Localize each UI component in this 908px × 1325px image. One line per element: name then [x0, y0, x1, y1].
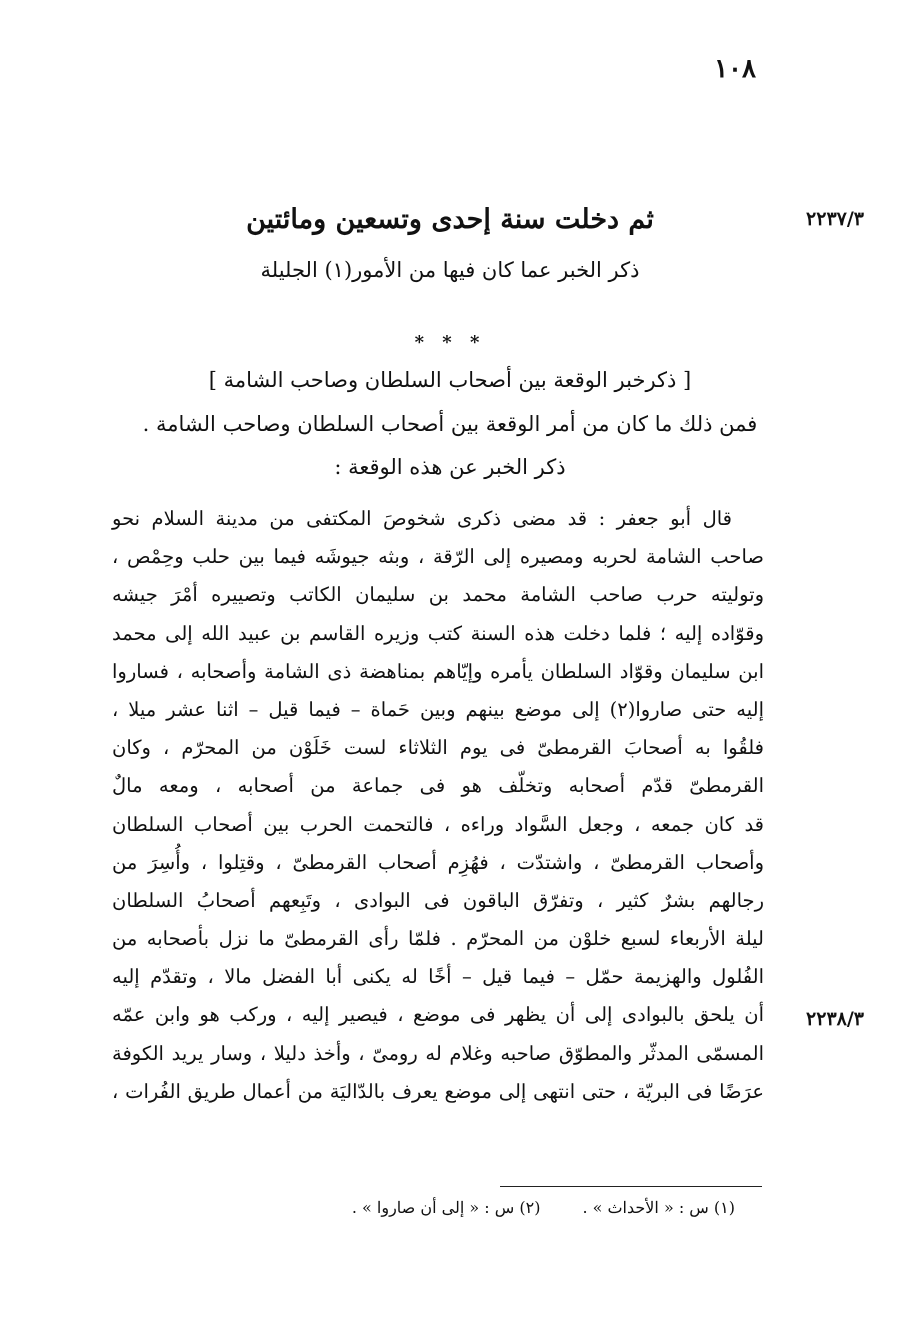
body-line: وقوّاده إليه ؛ فلما دخلت هذه السنة كتب وزيره القاسم بن عبيد الله إلى محمد [112, 621, 764, 645]
body-line: ابن سليمان وقوّاد السلطان يأمره وإيّاهم بمناهضة ذى الشامة وأصحابه ، فساروا [112, 659, 764, 683]
margin-reference: ٢٢٣٧/٣ [806, 208, 864, 230]
chapter-subtitle: ذكر الخبر عما كان فيها من الأمور(١) الجليلة [260, 258, 640, 282]
body-line: ليلة الأربعاء لسبع خلوْن من المحرّم . فلمّا رأى القرمطىّ ما نزل بأصحابه من [112, 927, 764, 951]
section-heading: [ ذكرخبر الوقعة بين أصحاب السلطان وصاحب الشامة ] [208, 368, 692, 392]
body-text [112, 500, 764, 1111]
page-number: ١٠٨ [714, 54, 756, 84]
body-line: القرمطىّ قدّم أصحابه وتخلّف هو فى جماعة من أصحابه ، ومعه مالٌ [112, 774, 764, 798]
footnotes [260, 1198, 735, 1217]
body-line: قد كان جمعه ، وجعل السَّواد وراءه ، فالتحمت الحرب بين أصحاب السلطان [112, 812, 764, 836]
footnote-1: (١) س : « الأحداث » . [582, 1198, 735, 1217]
margin-reference: ٢٢٣٨/٣ [806, 1008, 864, 1030]
body-line: صاحب الشامة لحربه ومصيره إلى الرّقة ، وبثه جيوشَه فيما بين حلب وحِمْص ، [112, 545, 764, 569]
body-line: إليه حتى صاروا(٢) إلى موضع بينهم وبين حَماة – فيما قيل – اثنا عشر ميلا ، [112, 697, 764, 721]
body-line: وأصحاب القرمطىّ ، واشتدّت ، فهُزِم أصحاب القرمطىّ ، وقتِلوا ، وأُسِرَ من [112, 850, 764, 874]
body-line: الفُلول والهزيمة حمّل – فيما قيل – أخًا له يكنى أبا الفضل مالا ، وتقدّم إليه [112, 965, 764, 989]
body-line: عرَضًا فى البريّة ، حتى انتهى إلى موضع يعرف بالدّاليَة من أعمال طريق الفُرات ، [112, 1079, 764, 1103]
body-line: فلقُوا به أصحابَ القرمطىّ فى يوم الثلاثاء لست خَلَوْن من المحرّم ، وكان [112, 736, 764, 760]
section-intro: فمن ذلك ما كان من أمر الوقعة بين أصحاب السلطان وصاحب الشامة . [142, 412, 758, 436]
body-line: أن يلحق بالبوادى إلى أن يظهر فى موضع ، فيصير إليه ، وركب هو وابن عمّه [112, 1003, 764, 1027]
footnote-divider [500, 1186, 762, 1187]
chapter-title: ثم دخلت سنة إحدى وتسعين ومائتين [246, 204, 654, 235]
footnote-2: (٢) س : « إلى أن صاروا » . [351, 1198, 541, 1217]
body-line: رجالهم بشرٌ كثير ، وتفرّق الباقون فى البوادى ، وتَبِعهم أصحابُ السلطان [112, 888, 764, 912]
section-separator: * * * [414, 332, 486, 353]
section-lead: ذكر الخبر عن هذه الوقعة : [334, 455, 566, 479]
body-line: وتوليته حرب صاحب الشامة محمد بن سليمان الكاتب وتصييره أمْرَ جيشه [112, 583, 764, 607]
body-line: المسمّى المدثّر والمطوّق صاحبه وغلام له رومىّ ، وأخذ دليلا ، وسار يريد الكوفة [112, 1041, 764, 1065]
body-line: قال أبو جعفر : قد مضى ذكرى شخوصَ المكتفى من مدينة السلام نحو [112, 507, 732, 530]
